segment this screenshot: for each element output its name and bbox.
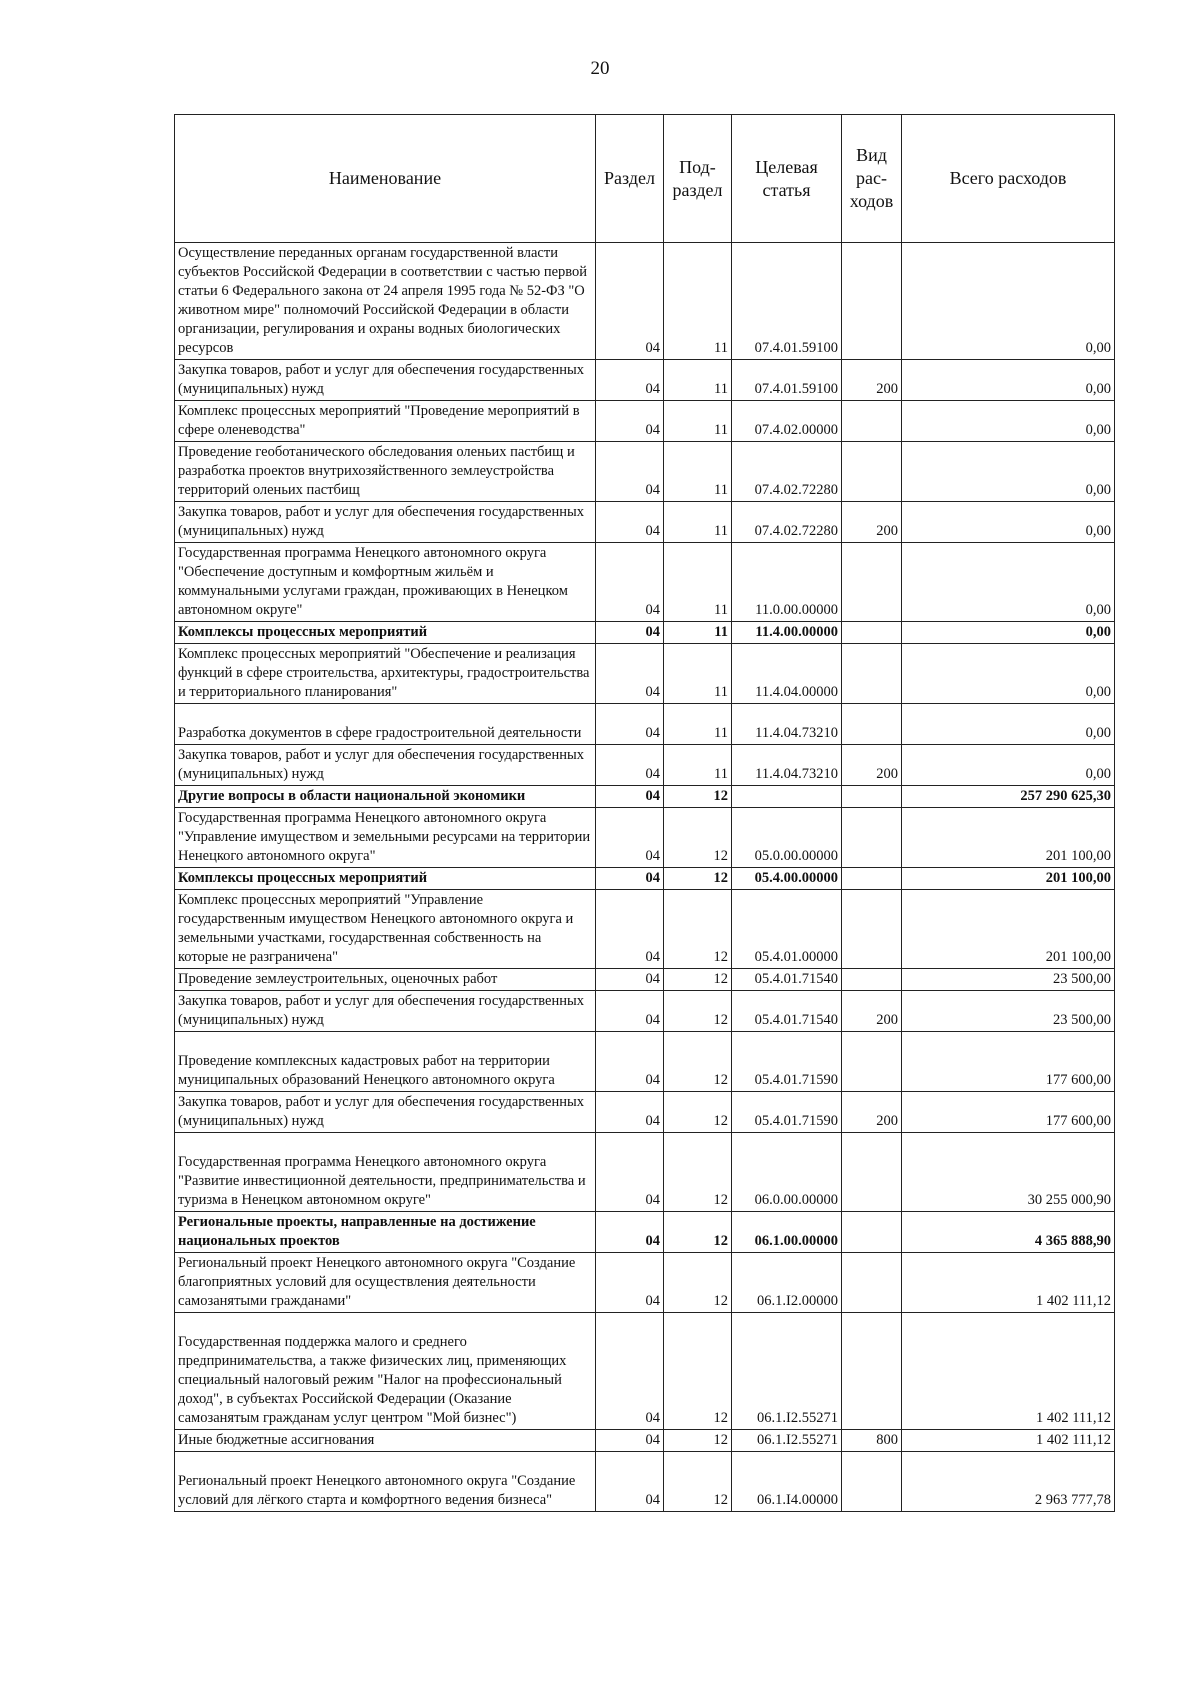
cell-name: Государственная программа Ненецкого автономного округа "Развитие инвестиционной деятельности, предпринимательства и туризма в Ненецком автономном округе" [175, 1133, 596, 1212]
cell-name: Осуществление переданных органам государственной власти субъектов Российской Федерации в соответствии с частью первой статьи 6 Федерального закона от 24 апреля 1995 года № 52-ФЗ "О животном мире" полномочий Российской Федерации в области организации, регулирования и охраны водных биологических ресурсов [175, 243, 596, 360]
cell-section: 04 [596, 243, 664, 360]
cell-name: Комплексы процессных мероприятий [175, 622, 596, 644]
cell-name: Другие вопросы в области национальной экономики [175, 786, 596, 808]
cell-section: 04 [596, 1212, 664, 1253]
cell-kind: 200 [842, 745, 902, 786]
table-row [175, 243, 1115, 360]
cell-target: 06.0.00.00000 [732, 1133, 842, 1212]
table-row [175, 969, 1115, 991]
cell-name: Иные бюджетные ассигнования [175, 1430, 596, 1452]
table-row [175, 1032, 1115, 1092]
cell-subsection: 11 [664, 502, 732, 543]
cell-section: 04 [596, 1133, 664, 1212]
table-row [175, 644, 1115, 704]
cell-name: Государственная поддержка малого и среднего предпринимательства, а также физических лиц, применяющих специальный налоговый режим "Налог на профессиональный доход", в субъектах Российской Федерации (Оказание самозанятым гражданам услуг центром "Мой бизнес") [175, 1313, 596, 1430]
cell-total: 0,00 [902, 401, 1115, 442]
cell-subsection: 12 [664, 890, 732, 969]
cell-total: 1 402 111,12 [902, 1430, 1115, 1452]
cell-section: 04 [596, 360, 664, 401]
cell-subsection: 12 [664, 868, 732, 890]
cell-kind: 200 [842, 1092, 902, 1133]
cell-kind: 200 [842, 360, 902, 401]
cell-subsection: 12 [664, 991, 732, 1032]
cell-target: 11.4.04.73210 [732, 704, 842, 745]
cell-total: 1 402 111,12 [902, 1313, 1115, 1430]
cell-name: Закупка товаров, работ и услуг для обеспечения государственных (муниципальных) нужд [175, 745, 596, 786]
table-row [175, 868, 1115, 890]
cell-name: Проведение комплексных кадастровых работ на территории муниципальных образований Ненецкого автономного округа [175, 1032, 596, 1092]
cell-section: 04 [596, 1253, 664, 1313]
cell-name: Проведение геоботанического обследования оленьих пастбищ и разработка проектов внутрихозяйственного землеустройства территорий оленьих пастбищ [175, 442, 596, 502]
table-row [175, 704, 1115, 745]
cell-total: 0,00 [902, 243, 1115, 360]
cell-target: 11.4.04.73210 [732, 745, 842, 786]
cell-subsection: 11 [664, 243, 732, 360]
cell-total: 0,00 [902, 442, 1115, 502]
cell-target: 05.4.01.71590 [732, 1032, 842, 1092]
cell-subsection: 11 [664, 644, 732, 704]
cell-name: Разработка документов в сфере градостроительной деятельности [175, 704, 596, 745]
cell-kind [842, 786, 902, 808]
cell-total: 177 600,00 [902, 1032, 1115, 1092]
cell-name: Комплекс процессных мероприятий "Управление государственным имуществом Ненецкого автономного округа и земельными участками, государственная собственность на которые не разграничена" [175, 890, 596, 969]
cell-section: 04 [596, 890, 664, 969]
table-row [175, 991, 1115, 1032]
header-section: Раздел [596, 115, 664, 243]
cell-kind [842, 704, 902, 745]
table-row [175, 543, 1115, 622]
cell-total: 201 100,00 [902, 868, 1115, 890]
table-header-row [175, 115, 1115, 243]
cell-total: 257 290 625,30 [902, 786, 1115, 808]
cell-kind [842, 401, 902, 442]
cell-name: Закупка товаров, работ и услуг для обеспечения государственных (муниципальных) нужд [175, 360, 596, 401]
cell-total: 0,00 [902, 622, 1115, 644]
table-row [175, 360, 1115, 401]
cell-target: 07.4.01.59100 [732, 360, 842, 401]
cell-section: 04 [596, 745, 664, 786]
cell-subsection: 12 [664, 1133, 732, 1212]
cell-kind [842, 543, 902, 622]
table-row [175, 1452, 1115, 1512]
cell-total: 23 500,00 [902, 969, 1115, 991]
cell-name: Закупка товаров, работ и услуг для обеспечения государственных (муниципальных) нужд [175, 991, 596, 1032]
table-row [175, 401, 1115, 442]
cell-kind [842, 969, 902, 991]
cell-target: 07.4.02.72280 [732, 502, 842, 543]
cell-name: Региональные проекты, направленные на достижение национальных проектов [175, 1212, 596, 1253]
cell-subsection: 12 [664, 786, 732, 808]
cell-subsection: 12 [664, 1212, 732, 1253]
cell-section: 04 [596, 644, 664, 704]
cell-total: 201 100,00 [902, 808, 1115, 868]
cell-subsection: 12 [664, 1253, 732, 1313]
cell-total: 4 365 888,90 [902, 1212, 1115, 1253]
cell-section: 04 [596, 401, 664, 442]
cell-kind [842, 1452, 902, 1512]
cell-kind [842, 808, 902, 868]
cell-kind [842, 243, 902, 360]
cell-target: 05.4.01.71540 [732, 991, 842, 1032]
cell-section: 04 [596, 1032, 664, 1092]
cell-section: 04 [596, 808, 664, 868]
table-row [175, 890, 1115, 969]
table-row [175, 745, 1115, 786]
cell-target: 11.0.00.00000 [732, 543, 842, 622]
cell-kind [842, 868, 902, 890]
header-name: Наименование [175, 115, 596, 243]
cell-subsection: 12 [664, 1313, 732, 1430]
cell-name: Закупка товаров, работ и услуг для обеспечения государственных (муниципальных) нужд [175, 502, 596, 543]
cell-target: 05.4.01.71590 [732, 1092, 842, 1133]
cell-target: 06.1.I2.55271 [732, 1313, 842, 1430]
cell-name: Комплекс процессных мероприятий "Обеспечение и реализация функций в сфере строительства, архитектуры, градостроительства и территориального планирования" [175, 644, 596, 704]
table-row [175, 786, 1115, 808]
cell-name: Региональный проект Ненецкого автономного округа "Создание благоприятных условий для осуществления деятельности самозанятыми гражданами" [175, 1253, 596, 1313]
cell-section: 04 [596, 543, 664, 622]
cell-total: 0,00 [902, 644, 1115, 704]
cell-kind [842, 1313, 902, 1430]
table-row [175, 502, 1115, 543]
budget-table [174, 114, 1115, 1512]
cell-total: 2 963 777,78 [902, 1452, 1115, 1512]
cell-subsection: 11 [664, 622, 732, 644]
cell-name: Государственная программа Ненецкого автономного округа "Обеспечение доступным и комфортным жильём и коммунальными услугами граждан, проживающих в Ненецком автономном округе" [175, 543, 596, 622]
cell-total: 0,00 [902, 543, 1115, 622]
table-row [175, 1092, 1115, 1133]
cell-kind [842, 890, 902, 969]
header-subsection: Под-раздел [664, 115, 732, 243]
cell-target: 07.4.02.72280 [732, 442, 842, 502]
cell-name: Комплекс процессных мероприятий "Проведение мероприятий в сфере оленеводства" [175, 401, 596, 442]
cell-target: 05.4.01.00000 [732, 890, 842, 969]
cell-total: 0,00 [902, 502, 1115, 543]
cell-target: 06.1.00.00000 [732, 1212, 842, 1253]
cell-subsection: 12 [664, 808, 732, 868]
table-row [175, 622, 1115, 644]
cell-subsection: 11 [664, 360, 732, 401]
cell-subsection: 12 [664, 1092, 732, 1133]
cell-total: 177 600,00 [902, 1092, 1115, 1133]
table-body [175, 243, 1115, 1512]
cell-section: 04 [596, 442, 664, 502]
cell-name: Проведение землеустроительных, оценочных работ [175, 969, 596, 991]
table-row [175, 1253, 1115, 1313]
page-number: 20 [590, 58, 610, 79]
cell-target: 07.4.01.59100 [732, 243, 842, 360]
cell-total: 23 500,00 [902, 991, 1115, 1032]
cell-subsection: 11 [664, 704, 732, 745]
cell-section: 04 [596, 502, 664, 543]
cell-kind: 200 [842, 502, 902, 543]
cell-section: 04 [596, 704, 664, 745]
cell-kind [842, 1212, 902, 1253]
cell-subsection: 11 [664, 543, 732, 622]
cell-section: 04 [596, 622, 664, 644]
cell-subsection: 11 [664, 401, 732, 442]
header-total: Всего расходов [902, 115, 1115, 243]
cell-total: 30 255 000,90 [902, 1133, 1115, 1212]
table-row [175, 1430, 1115, 1452]
cell-subsection: 12 [664, 1032, 732, 1092]
cell-target: 05.0.00.00000 [732, 808, 842, 868]
cell-subsection: 12 [664, 1452, 732, 1512]
table-row [175, 1133, 1115, 1212]
cell-section: 04 [596, 1092, 664, 1133]
cell-kind [842, 1032, 902, 1092]
cell-subsection: 12 [664, 1430, 732, 1452]
table-row [175, 1212, 1115, 1253]
cell-kind: 800 [842, 1430, 902, 1452]
cell-name: Комплексы процессных мероприятий [175, 868, 596, 890]
cell-total: 0,00 [902, 360, 1115, 401]
cell-name: Региональный проект Ненецкого автономного округа "Создание условий для лёгкого старта и комфортного ведения бизнеса" [175, 1452, 596, 1512]
header-target: Целевая статья [732, 115, 842, 243]
cell-kind [842, 622, 902, 644]
cell-total: 1 402 111,12 [902, 1253, 1115, 1313]
cell-total: 0,00 [902, 704, 1115, 745]
cell-target: 11.4.00.00000 [732, 622, 842, 644]
cell-kind [842, 1253, 902, 1313]
cell-target: 06.1.I4.00000 [732, 1452, 842, 1512]
cell-section: 04 [596, 991, 664, 1032]
cell-target: 07.4.02.00000 [732, 401, 842, 442]
cell-total: 201 100,00 [902, 890, 1115, 969]
cell-name: Государственная программа Ненецкого автономного округа "Управление имуществом и земельными ресурсами на территории Ненецкого автономного округа" [175, 808, 596, 868]
table-row [175, 442, 1115, 502]
cell-section: 04 [596, 1430, 664, 1452]
cell-kind [842, 1133, 902, 1212]
cell-subsection: 11 [664, 442, 732, 502]
cell-section: 04 [596, 1313, 664, 1430]
cell-section: 04 [596, 1452, 664, 1512]
cell-section: 04 [596, 969, 664, 991]
cell-section: 04 [596, 868, 664, 890]
header-kind: Вид рас-ходов [842, 115, 902, 243]
cell-target: 05.4.00.00000 [732, 868, 842, 890]
cell-target: 06.1.I2.00000 [732, 1253, 842, 1313]
cell-total: 0,00 [902, 745, 1115, 786]
cell-subsection: 12 [664, 969, 732, 991]
table-row [175, 808, 1115, 868]
cell-target: 11.4.04.00000 [732, 644, 842, 704]
cell-kind [842, 442, 902, 502]
cell-target: 05.4.01.71540 [732, 969, 842, 991]
cell-target: 06.1.I2.55271 [732, 1430, 842, 1452]
cell-name: Закупка товаров, работ и услуг для обеспечения государственных (муниципальных) нужд [175, 1092, 596, 1133]
cell-kind: 200 [842, 991, 902, 1032]
table-row [175, 1313, 1115, 1430]
cell-target [732, 786, 842, 808]
cell-kind [842, 644, 902, 704]
cell-section: 04 [596, 786, 664, 808]
cell-subsection: 11 [664, 745, 732, 786]
